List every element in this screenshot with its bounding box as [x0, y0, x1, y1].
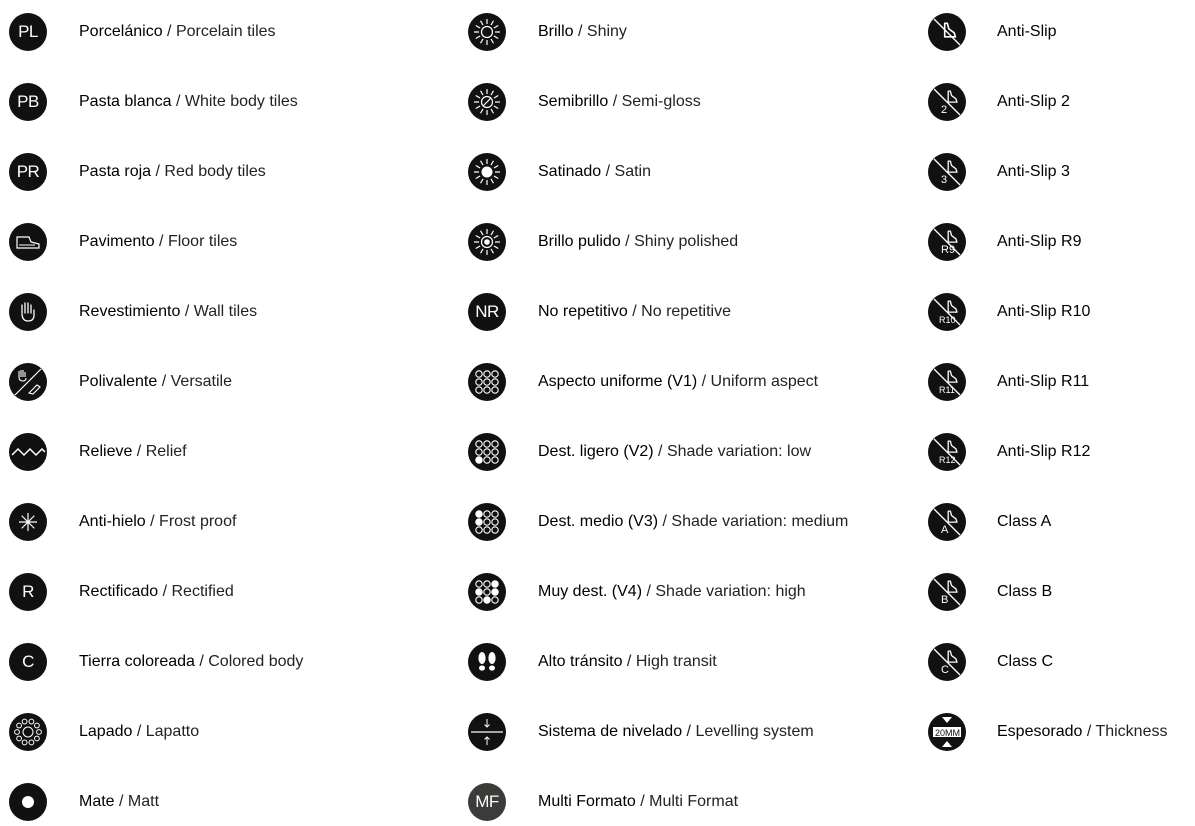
- shade-v3-dots-icon: [468, 503, 506, 541]
- abbr-r-icon: R: [9, 573, 47, 611]
- legend-item-text: [79, 722, 199, 742]
- legend-item: [9, 568, 234, 616]
- legend-item: [928, 78, 1070, 126]
- legend-term: Alto tránsito: [538, 653, 623, 670]
- legend-item-text: [79, 442, 187, 462]
- legend-item: [468, 778, 738, 826]
- legend-separator: /: [601, 163, 615, 180]
- svg-text:R12: R12: [939, 455, 956, 465]
- legend-item-text: [997, 512, 1051, 532]
- svg-text:R10: R10: [939, 315, 956, 325]
- legend-item-text: [79, 652, 303, 672]
- legend-term: Anti-Slip R11: [997, 373, 1090, 390]
- legend-english: Shade variation: medium: [671, 513, 849, 530]
- levelling-system-icon: [468, 713, 506, 751]
- legend-separator: /: [682, 723, 696, 740]
- legend-item: [928, 288, 1090, 336]
- legend-term: Class B: [997, 583, 1053, 600]
- legend-english: Shade variation: high: [655, 583, 806, 600]
- legend-item-text: [997, 652, 1053, 672]
- legend-english: Wall tiles: [193, 303, 258, 320]
- legend-term: Class C: [997, 653, 1054, 670]
- abbr-nr-icon: NR: [468, 293, 506, 331]
- svg-text:R9: R9: [941, 244, 956, 256]
- legend-term: Muy dest. (V4): [538, 583, 643, 600]
- legend-english: Multi Format: [649, 793, 739, 810]
- legend-english: Shade variation: low: [666, 443, 812, 460]
- legend-term: Espesorado: [997, 723, 1083, 740]
- legend-item-text: [997, 232, 1081, 252]
- legend-item: [468, 498, 848, 546]
- legend-english: Red body tiles: [164, 163, 266, 180]
- antislip-3-icon: [928, 153, 966, 191]
- svg-text:3: 3: [941, 174, 948, 186]
- legend-separator: /: [132, 723, 146, 740]
- legend-item: [468, 78, 701, 126]
- legend-item: [468, 148, 651, 196]
- legend-separator: /: [622, 653, 636, 670]
- legend-english: Shiny polished: [634, 233, 739, 250]
- legend-item-text: [79, 162, 266, 182]
- class-b-icon: [928, 573, 966, 611]
- legend-separator: /: [158, 583, 172, 600]
- legend-separator: /: [627, 303, 642, 320]
- legend-english: Matt: [127, 793, 160, 810]
- legend-item-text: [538, 442, 811, 462]
- legend-item: [468, 358, 818, 406]
- legend-item: [468, 708, 814, 756]
- legend-separator: /: [1082, 723, 1096, 740]
- legend-separator: /: [162, 23, 176, 40]
- legend-term: Satinado: [538, 163, 602, 180]
- legend-item-text: [538, 232, 738, 252]
- legend-item: [928, 638, 1053, 686]
- legend-item: [468, 288, 731, 336]
- legend-separator: /: [114, 793, 128, 810]
- semigloss-sun-icon: [468, 83, 506, 121]
- legend-english: Shiny: [586, 23, 627, 40]
- legend-item-text: [538, 162, 651, 182]
- antislip-r12-icon: [928, 433, 966, 471]
- svg-text:A: A: [941, 524, 949, 536]
- legend-term: Relieve: [79, 443, 133, 460]
- legend-item: [9, 498, 236, 546]
- legend-item-text: [997, 22, 1057, 42]
- legend-item: [9, 218, 237, 266]
- versatile-hand-shoe-icon: [9, 363, 47, 401]
- legend-item: [468, 8, 627, 56]
- frost-snowflake-icon: [9, 503, 47, 541]
- legend-item: [468, 568, 806, 616]
- legend-item: [9, 148, 266, 196]
- legend-term: Tierra coloreada: [79, 653, 195, 670]
- legend-item: [468, 638, 717, 686]
- shade-v4-dots-icon: [468, 573, 506, 611]
- legend-item: [9, 288, 257, 336]
- legend-separator: /: [697, 373, 711, 390]
- legend-term: Anti-Slip 3: [997, 163, 1070, 180]
- class-c-icon: [928, 643, 966, 681]
- legend-english: Relief: [145, 443, 187, 460]
- legend-english: Porcelain tiles: [175, 23, 276, 40]
- legend-item-text: [538, 372, 818, 392]
- svg-text:B: B: [941, 594, 949, 606]
- legend-term: Lapado: [79, 723, 133, 740]
- legend-term: Anti-Slip 2: [997, 93, 1070, 110]
- svg-text:R11: R11: [939, 385, 955, 395]
- abbr-c-icon: C: [9, 643, 47, 681]
- legend-english: Uniform aspect: [710, 373, 819, 390]
- legend-term: Brillo pulido: [538, 233, 621, 250]
- legend-item-text: [538, 792, 738, 812]
- legend-term: Anti-Slip R12: [997, 443, 1091, 460]
- legend-separator: /: [620, 233, 635, 250]
- legend-item: [928, 218, 1081, 266]
- legend-term: Aspecto uniforme (V1): [538, 373, 698, 390]
- legend-item-text: [538, 582, 806, 602]
- legend-item-text: [79, 582, 234, 602]
- legend-item: [9, 358, 232, 406]
- matt-dot-icon: [9, 783, 47, 821]
- abbr-mf-icon: MF: [468, 783, 506, 821]
- legend-separator: /: [635, 793, 650, 810]
- legend-term: Polivalente: [79, 373, 158, 390]
- legend-separator: /: [151, 163, 165, 180]
- legend-item-text: [538, 652, 717, 672]
- legend-item: [9, 778, 159, 826]
- legend-english: Rectified: [171, 583, 234, 600]
- legend-term: Semibrillo: [538, 93, 609, 110]
- legend-item: [928, 708, 1167, 756]
- svg-text:2: 2: [941, 104, 948, 116]
- legend-english: Semi-gloss: [621, 93, 701, 110]
- svg-text:C: C: [941, 664, 949, 676]
- legend-separator: /: [642, 583, 656, 600]
- legend-item: [9, 428, 187, 476]
- svg-text:20MM: 20MM: [935, 728, 961, 738]
- legend-english: Levelling system: [695, 723, 814, 740]
- legend-item-text: [997, 92, 1070, 112]
- antislip-r9-icon: [928, 223, 966, 261]
- legend-item-text: [997, 442, 1090, 462]
- legend-item-text: [79, 232, 237, 252]
- legend-separator: /: [145, 513, 160, 530]
- legend-item: [9, 8, 276, 56]
- legend-english: Frost proof: [159, 513, 237, 530]
- legend-item: [9, 638, 303, 686]
- shade-v2-dots-icon: [468, 433, 506, 471]
- legend-separator: /: [154, 233, 168, 250]
- legend-item-text: [997, 722, 1167, 742]
- legend-english: Thickness: [1095, 723, 1168, 740]
- antislip-icon: [928, 13, 966, 51]
- legend-item: [9, 78, 298, 126]
- legend-item: [9, 708, 199, 756]
- legend-term: Anti-Slip: [997, 23, 1057, 40]
- legend-english: Satin: [614, 163, 651, 180]
- legend-english: Floor tiles: [167, 233, 238, 250]
- abbr-pb-icon: PB: [9, 83, 47, 121]
- legend-item: [928, 148, 1070, 196]
- legend-item-text: [538, 722, 814, 742]
- legend-separator: /: [658, 513, 672, 530]
- high-transit-footprints-icon: [468, 643, 506, 681]
- legend-separator: /: [194, 653, 209, 670]
- legend-item: [928, 498, 1051, 546]
- legend-item-text: [79, 372, 232, 392]
- legend-term: Brillo: [538, 23, 574, 40]
- legend-item-text: [79, 92, 298, 112]
- abbr-pr-icon: PR: [9, 153, 47, 191]
- legend-item-text: [79, 512, 236, 532]
- legend-term: Dest. ligero (V2): [538, 443, 654, 460]
- legend-separator: /: [608, 93, 622, 110]
- legend-term: Pavimento: [79, 233, 155, 250]
- legend-item: [468, 428, 811, 476]
- legend-english: High transit: [635, 653, 717, 670]
- satin-sun-icon: [468, 153, 506, 191]
- legend-term: Anti-hielo: [79, 513, 146, 530]
- legend-item: [928, 8, 1057, 56]
- legend-english: Lapatto: [145, 723, 200, 740]
- legend-term: Dest. medio (V3): [538, 513, 659, 530]
- thickness-20mm-icon: [928, 713, 966, 751]
- legend-item-text: [538, 302, 731, 322]
- relief-wave-icon: [9, 433, 47, 471]
- shiny-polished-sun-icon: [468, 223, 506, 261]
- legend-item-text: [997, 372, 1089, 392]
- legend-term: Pasta roja: [79, 163, 152, 180]
- class-a-icon: [928, 503, 966, 541]
- floor-shoe-icon: [9, 223, 47, 261]
- antislip-r11-icon: [928, 363, 966, 401]
- antislip-2-icon: [928, 83, 966, 121]
- legend-term: Anti-Slip R9: [997, 233, 1082, 250]
- legend-term: No repetitivo: [538, 303, 628, 320]
- legend-item: [928, 428, 1090, 476]
- legend-english: Colored body: [208, 653, 304, 670]
- legend-item-text: [79, 792, 159, 812]
- shade-v1-dots-icon: [468, 363, 506, 401]
- legend-item: [468, 218, 738, 266]
- legend-item-text: [538, 92, 701, 112]
- hand-wall-icon: [9, 293, 47, 331]
- legend-term: Rectificado: [79, 583, 159, 600]
- abbr-pl-icon: PL: [9, 13, 47, 51]
- legend-item-text: [79, 302, 257, 322]
- legend-separator: /: [157, 373, 171, 390]
- legend-english: No repetitive: [641, 303, 731, 320]
- legend-english: Versatile: [170, 373, 232, 390]
- shiny-sun-icon: [468, 13, 506, 51]
- legend-item-text: [538, 22, 627, 42]
- legend-item-text: [79, 22, 276, 42]
- legend-term: Multi Formato: [538, 793, 636, 810]
- legend-term: Porcelánico: [79, 23, 163, 40]
- legend-item-text: [997, 302, 1090, 322]
- legend-separator: /: [573, 23, 587, 40]
- legend-term: Mate: [79, 793, 115, 810]
- legend-item: [928, 358, 1089, 406]
- legend-term: Revestimiento: [79, 303, 181, 320]
- lapado-dots-ring-icon: [9, 713, 47, 751]
- legend-item-text: [997, 162, 1070, 182]
- legend-term: Pasta blanca: [79, 93, 172, 110]
- legend-separator: /: [171, 93, 185, 110]
- legend-item-text: [538, 512, 848, 532]
- legend-separator: /: [653, 443, 667, 460]
- antislip-r10-icon: [928, 293, 966, 331]
- legend-term: Sistema de nivelado: [538, 723, 683, 740]
- legend-english: White body tiles: [184, 93, 298, 110]
- legend-separator: /: [180, 303, 194, 320]
- legend-term: Class A: [997, 513, 1052, 530]
- legend-item: [928, 568, 1052, 616]
- legend-separator: /: [132, 443, 146, 460]
- legend-item-text: [997, 582, 1052, 602]
- legend-term: Anti-Slip R10: [997, 303, 1091, 320]
